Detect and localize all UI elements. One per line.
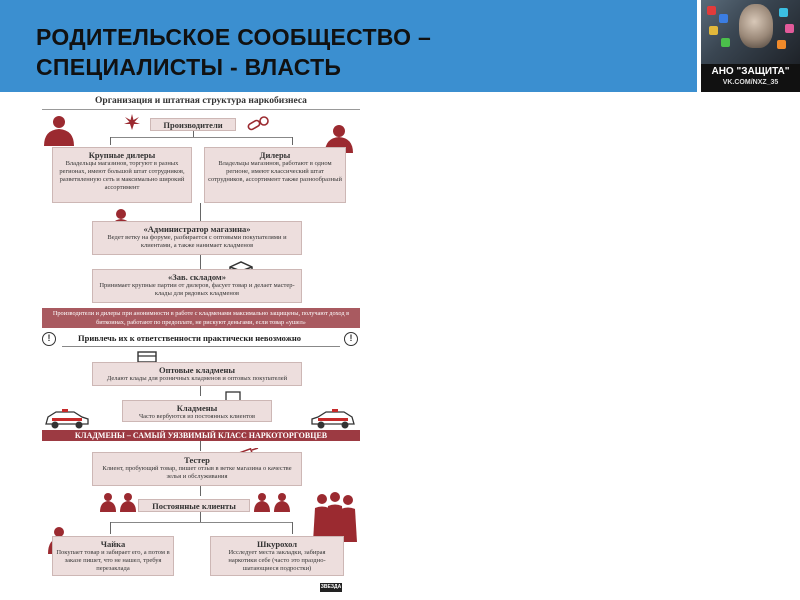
producers-label: Производители [163, 120, 223, 130]
app-icon [721, 38, 730, 47]
warning-underline [62, 346, 340, 347]
producers-box [150, 118, 236, 131]
anonymity-note: Производители и дилеры при анонимности в работе с кладменами максимально защищены, получают доход в биткоинах, работают по предоплате, не рискуют деньгами, если товар «ушел» [42, 308, 360, 328]
dealers-title: Дилеры [259, 150, 291, 160]
connector-line [200, 486, 201, 496]
logo-name: АНО "ЗАЩИТА" [711, 66, 790, 77]
page-title-line2: СПЕЦИАЛИСТЫ - ВЛАСТЬ [36, 54, 342, 80]
app-icon [709, 26, 718, 35]
app-icon [785, 24, 794, 33]
connector-line [292, 137, 293, 145]
gull-title: Чайка [100, 539, 126, 549]
warning-text: Привлечь их к ответственности практически невозможно [78, 333, 302, 343]
big-dealers-title: Крупные дилеры [88, 150, 156, 160]
app-icon [707, 6, 716, 15]
app-icon [777, 40, 786, 49]
dealers-box [204, 147, 346, 203]
connector-line [292, 522, 293, 534]
warehouse-title: «Зав. складом» [168, 272, 226, 282]
dealers-desc: Владельцы магазинов, работают в одном регионе, имеют классический штат сотрудников, ассортимент также разнообразный [208, 160, 342, 183]
couriers-desc: Часто вербуются из постоянных клиентов [138, 413, 256, 420]
police-car-icon [42, 408, 90, 430]
wholesale-desc: Делают клады для розничных кладменов и оптовых покупателей [106, 375, 288, 382]
connector-line [200, 386, 201, 396]
cannabis-leaf-icon [123, 113, 141, 131]
connector-line [110, 137, 111, 145]
tester-desc: Клиент, пробующий товар, пишет отзыв в ветке магазина о качестве зелья и обслуживания [102, 465, 292, 480]
tester-box [92, 452, 302, 486]
warehouse-box [92, 269, 302, 303]
big-dealers-desc: Владельцы магазинов, торгуют в разных регионах, имеют большой штат сотрудников, разветвленную сеть и максимально широкий ассортимент [59, 160, 185, 191]
child-face-icon [739, 4, 773, 48]
teenagers-group-icon [308, 492, 360, 542]
admin-desc: Ведет ветку на форуме, разбирается с оптовыми покупателями и клиентами, а также нанимает кладменов [107, 234, 287, 249]
exclamation-icon: ! [42, 332, 56, 346]
gull-desc: Покупает товар и забирает его, а потом в заказе пишет, что не нашел, требуя перезаклада [56, 549, 170, 572]
connector-line [200, 255, 201, 269]
big-dealers-box [52, 147, 192, 203]
pills-icon [246, 114, 270, 134]
wholesale-title: Оптовые кладмены [158, 365, 236, 375]
title-divider [42, 109, 360, 110]
couriers-box [122, 400, 272, 422]
organization-logo [701, 0, 800, 92]
regular-clients-label: Постоянные клиенты [152, 501, 236, 511]
page-title-line1: РОДИТЕЛЬСКОЕ СООБЩЕСТВО – [36, 24, 432, 50]
infographic-title: Организация и штатная структура наркобизнеса [95, 96, 307, 106]
admin-box [92, 221, 302, 255]
vulnerable-class-band: КЛАДМЕНЫ – САМЫЙ УЯЗВИМЫЙ КЛАСС НАРКОТОРГОВЦЕВ [42, 430, 360, 441]
page-title [36, 22, 431, 82]
producer-person-icon [40, 114, 78, 146]
connector-line [110, 522, 292, 523]
admin-title: «Администратор магазина» [143, 224, 251, 234]
exclamation-icon: ! [344, 332, 358, 346]
regular-clients-box [138, 499, 250, 512]
connector-line [200, 441, 201, 451]
logo-link[interactable]: VK.COM/NXZ_35 [722, 79, 779, 86]
connector-line [200, 203, 201, 221]
connector-line [110, 522, 111, 534]
app-icon [779, 8, 788, 17]
treasure-hunter-box [210, 536, 344, 576]
app-icon [719, 14, 728, 23]
treasure-hunter-title: Шкурохол [257, 539, 297, 549]
treasure-hunter-desc: Исследует места закладки, забирая наркотики себе (часто это праздно-шатающиеся подростки) [228, 549, 326, 572]
connector-line [200, 512, 201, 522]
source-logo: ЗВЕЗДА [320, 584, 342, 590]
couriers-title: Кладмены [176, 403, 218, 413]
drug-business-infographic [38, 94, 364, 598]
tester-title: Тестер [184, 455, 210, 465]
warehouse-desc: Принимает крупные партии от дилеров, фасует товар и делает мастер-клады для рядовых кладменов [99, 282, 295, 297]
clients-group-icon [252, 492, 302, 512]
header-banner [0, 0, 697, 92]
connector-line [110, 137, 292, 138]
connector-line [193, 131, 194, 137]
gull-box [52, 536, 174, 576]
police-car-icon [310, 408, 358, 430]
wholesale-couriers-box [92, 362, 302, 386]
